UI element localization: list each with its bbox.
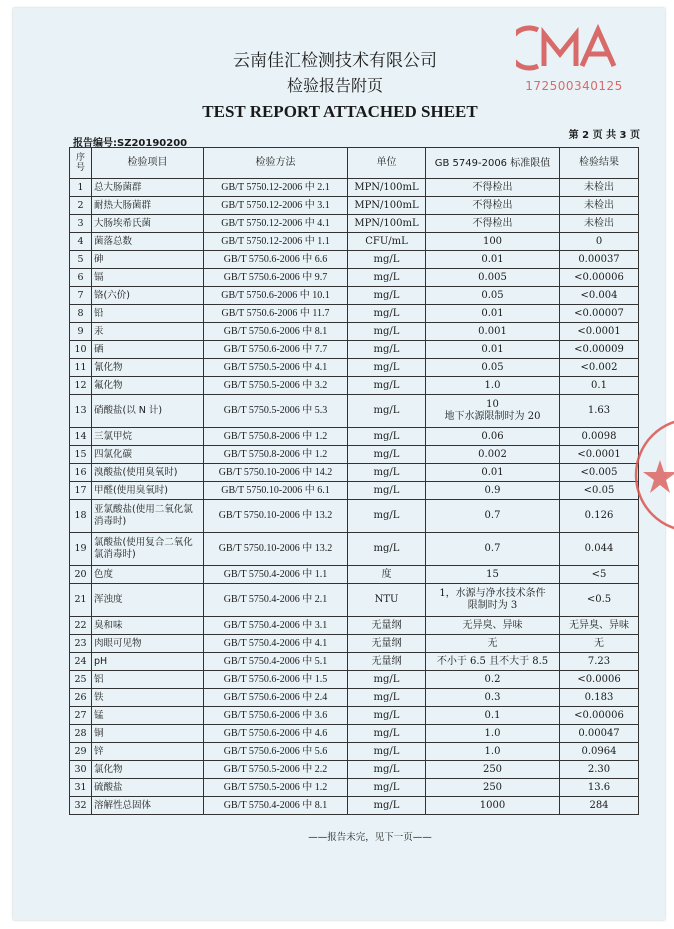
row-result: <5 [560,566,639,584]
table-row [70,635,639,653]
row-index: 5 [70,251,92,269]
row-item: 大肠埃希氏菌 [92,215,204,233]
row-result: 2.30 [560,761,639,779]
row-unit: mg/L [348,305,426,323]
row-result: <0.0001 [560,323,639,341]
results-table [69,147,639,815]
row-method: GB/T 5750.4-2006 中 5.1 [204,653,348,671]
footer-note: ——报告未完，见下一页—— [308,832,432,843]
row-unit: 无量纲 [348,653,426,671]
row-limit: 0.1 [426,707,560,725]
row-result: 0.1 [560,377,639,395]
row-item: 肉眼可见物 [92,635,204,653]
table-row [70,287,639,305]
row-index: 7 [70,287,92,305]
row-method: GB/T 5750.8-2006 中 1.2 [204,446,348,464]
row-index: 12 [70,377,92,395]
row-result: 0.0964 [560,743,639,761]
row-result: <0.0006 [560,671,639,689]
row-limit: 无异臭、异味 [426,617,560,635]
row-unit: mg/L [348,323,426,341]
table-row [70,797,639,815]
row-limit: 无 [426,635,560,653]
row-item: 溴酸盐(使用臭氧时) [92,464,204,482]
table-row [70,671,639,689]
row-unit: 无量纲 [348,617,426,635]
row-result: <0.002 [560,359,639,377]
row-method: GB/T 5750.6-2006 中 2.4 [204,689,348,707]
row-item: 浑浊度 [92,584,204,617]
row-method: GB/T 5750.12-2006 中 2.1 [204,179,348,197]
row-index: 23 [70,635,92,653]
row-method: GB/T 5750.4-2006 中 3.1 [204,617,348,635]
header-idx: 序号 [70,148,92,179]
row-index: 29 [70,743,92,761]
row-result: <0.00006 [560,707,639,725]
row-method: GB/T 5750.8-2006 中 1.2 [204,428,348,446]
row-index: 4 [70,233,92,251]
row-unit: mg/L [348,446,426,464]
row-index: 14 [70,428,92,446]
row-limit: 不得检出 [426,197,560,215]
row-method: GB/T 5750.6-2006 中 11.7 [204,305,348,323]
row-item: 亚氯酸盐(使用二氧化氯消毒时) [92,500,204,533]
row-index: 3 [70,215,92,233]
row-limit-line1: 10 [486,399,499,410]
row-limit: 不得检出 [426,215,560,233]
row-index: 28 [70,725,92,743]
row-limit: 0.05 [426,287,560,305]
row-unit: mg/L [348,689,426,707]
table-body [70,179,639,815]
row-result: 0.044 [560,533,639,566]
row-limit: 0.2 [426,671,560,689]
row-method: GB/T 5750.10-2006 中 13.2 [204,500,348,533]
row-limit: 250 [426,761,560,779]
row-index: 25 [70,671,92,689]
row-item: 铜 [92,725,204,743]
row-result: 7.23 [560,653,639,671]
row-limit-line2: 限制时为 3 [467,600,518,611]
row-result: 未检出 [560,215,639,233]
header-item: 检验项目 [92,148,204,179]
english-title: TEST REPORT ATTACHED SHEET [202,102,478,121]
row-item: 硒 [92,341,204,359]
row-limit: 0.01 [426,251,560,269]
row-method: GB/T 5750.5-2006 中 2.2 [204,761,348,779]
row-method: GB/T 5750.10-2006 中 6.1 [204,482,348,500]
row-limit: 0.3 [426,689,560,707]
row-result: 0.00037 [560,251,639,269]
row-item: 四氯化碳 [92,446,204,464]
row-unit: mg/L [348,428,426,446]
table-row [70,482,639,500]
row-method: GB/T 5750.12-2006 中 3.1 [204,197,348,215]
row-index: 15 [70,446,92,464]
row-unit: 度 [348,566,426,584]
row-method: GB/T 5750.5-2006 中 1.2 [204,779,348,797]
row-unit: MPN/100mL [348,179,426,197]
row-result: 13.6 [560,779,639,797]
table-row [70,323,639,341]
row-unit: mg/L [348,269,426,287]
row-unit: mg/L [348,395,426,428]
table-row [70,779,639,797]
row-result: 未检出 [560,197,639,215]
table-row [70,653,639,671]
table-row [70,179,639,197]
table-row [70,377,639,395]
table-row [70,395,639,428]
row-unit: mg/L [348,707,426,725]
row-result: <0.0001 [560,446,639,464]
row-method: GB/T 5750.6-2006 中 5.6 [204,743,348,761]
row-method: GB/T 5750.6-2006 中 8.1 [204,323,348,341]
row-result: <0.004 [560,287,639,305]
row-limit: 不得检出 [426,179,560,197]
cma-logo [516,24,626,72]
row-limit: 1.0 [426,377,560,395]
row-index: 10 [70,341,92,359]
row-unit: mg/L [348,287,426,305]
row-limit: 0.001 [426,323,560,341]
row-method: GB/T 5750.12-2006 中 4.1 [204,215,348,233]
row-item: 硝酸盐(以 N 计) [92,395,204,428]
row-limit: 0.01 [426,464,560,482]
row-method: GB/T 5750.10-2006 中 14.2 [204,464,348,482]
row-limit: 0.9 [426,482,560,500]
row-index: 6 [70,269,92,287]
table-row [70,197,639,215]
row-method: GB/T 5750.6-2006 中 6.6 [204,251,348,269]
row-limit: 250 [426,779,560,797]
page-indicator: 第 2 页 共 3 页 [568,130,640,141]
row-index: 18 [70,500,92,533]
row-result: 1.63 [560,395,639,428]
row-method: GB/T 5750.5-2006 中 5.3 [204,395,348,428]
table-row [70,533,639,566]
row-item: 氟化物 [92,377,204,395]
row-item: 耐热大肠菌群 [92,197,204,215]
table-row [70,761,639,779]
row-unit: CFU/mL [348,233,426,251]
row-limit: 0.005 [426,269,560,287]
row-index: 16 [70,464,92,482]
row-limit: 100 [426,233,560,251]
row-index: 26 [70,689,92,707]
table-header-row [70,148,639,179]
table-row [70,743,639,761]
row-unit: mg/L [348,377,426,395]
header-limit: GB 5749-2006 标准限值 [426,148,560,179]
row-limit: 不小于 6.5 且不大于 8.5 [426,653,560,671]
table-row [70,215,639,233]
row-limit-line1: 1，水源与净水技术条件 [439,588,546,599]
row-unit: mg/L [348,671,426,689]
header-result: 检验结果 [560,148,639,179]
row-limit-line2: 地下水源限制时为 20 [444,411,541,422]
row-unit: mg/L [348,743,426,761]
row-index: 32 [70,797,92,815]
row-result: <0.00006 [560,269,639,287]
row-item: pH [92,653,204,671]
row-limit: 0.7 [426,533,560,566]
row-item: 三氯甲烷 [92,428,204,446]
row-item: 砷 [92,251,204,269]
row-limit [426,395,560,428]
row-item: 锌 [92,743,204,761]
row-index: 2 [70,197,92,215]
table-row [70,584,639,617]
row-index: 27 [70,707,92,725]
header-unit: 单位 [348,148,426,179]
row-method: GB/T 5750.6-2006 中 4.6 [204,725,348,743]
row-item: 氯化物 [92,761,204,779]
page-subtitle: 检验报告附页 [286,76,383,95]
row-item: 铁 [92,689,204,707]
row-item: 铅 [92,305,204,323]
table-row [70,305,639,323]
row-method: GB/T 5750.12-2006 中 1.1 [204,233,348,251]
table-row [70,233,639,251]
row-unit: NTU [348,584,426,617]
row-unit: mg/L [348,500,426,533]
row-item: 氯酸盐(使用复合二氧化氯消毒时) [92,533,204,566]
row-result: 0 [560,233,639,251]
row-item: 色度 [92,566,204,584]
row-method: GB/T 5750.5-2006 中 3.2 [204,377,348,395]
row-unit: mg/L [348,341,426,359]
row-index: 17 [70,482,92,500]
table-row [70,359,639,377]
row-unit: mg/L [348,761,426,779]
row-index: 21 [70,584,92,617]
red-seal-stamp [630,405,674,545]
report-number-value: SZ20190200 [117,138,188,149]
row-index: 8 [70,305,92,323]
row-item: 臭和味 [92,617,204,635]
row-result: 284 [560,797,639,815]
row-index: 31 [70,779,92,797]
table-row [70,464,639,482]
row-unit: mg/L [348,464,426,482]
row-limit: 0.7 [426,500,560,533]
row-item: 溶解性总固体 [92,797,204,815]
table-row [70,500,639,533]
company-name: 云南佳汇检测技术有限公司 [233,51,437,71]
row-limit: 1.0 [426,743,560,761]
row-method: GB/T 5750.4-2006 中 8.1 [204,797,348,815]
row-item: 锰 [92,707,204,725]
row-result: <0.00007 [560,305,639,323]
row-limit: 0.06 [426,428,560,446]
row-item: 铝 [92,671,204,689]
row-limit: 0.01 [426,305,560,323]
row-result: <0.05 [560,482,639,500]
row-method: GB/T 5750.5-2006 中 4.1 [204,359,348,377]
row-unit: mg/L [348,482,426,500]
cert-number: 172500340125 [525,79,623,93]
table-row [70,446,639,464]
table-row [70,251,639,269]
row-index: 30 [70,761,92,779]
row-index: 13 [70,395,92,428]
table-row [70,707,639,725]
table-row [70,689,639,707]
row-index: 9 [70,323,92,341]
row-result: <0.00009 [560,341,639,359]
row-index: 1 [70,179,92,197]
row-unit: mg/L [348,359,426,377]
row-result: 0.0098 [560,428,639,446]
row-limit: 0.05 [426,359,560,377]
row-result: 无 [560,635,639,653]
row-result: <0.5 [560,584,639,617]
row-result: 0.183 [560,689,639,707]
row-unit: MPN/100mL [348,215,426,233]
row-limit: 15 [426,566,560,584]
row-result: 0.00047 [560,725,639,743]
row-index: 24 [70,653,92,671]
row-method: GB/T 5750.10-2006 中 13.2 [204,533,348,566]
row-result: 未检出 [560,179,639,197]
row-method: GB/T 5750.4-2006 中 1.1 [204,566,348,584]
row-limit: 0.002 [426,446,560,464]
header-method: 检验方法 [204,148,348,179]
row-unit: mg/L [348,797,426,815]
row-method: GB/T 5750.6-2006 中 1.5 [204,671,348,689]
row-unit: mg/L [348,725,426,743]
row-item: 菌落总数 [92,233,204,251]
row-unit: 无量纲 [348,635,426,653]
row-item: 氰化物 [92,359,204,377]
row-index: 20 [70,566,92,584]
row-unit: mg/L [348,533,426,566]
row-index: 22 [70,617,92,635]
row-method: GB/T 5750.6-2006 中 3.6 [204,707,348,725]
row-limit [426,584,560,617]
table-row [70,428,639,446]
row-result: <0.005 [560,464,639,482]
report-number-label: 报告编号: [73,138,117,149]
row-item: 总大肠菌群 [92,179,204,197]
row-item: 甲醛(使用臭氧时) [92,482,204,500]
row-unit: mg/L [348,779,426,797]
table-row [70,617,639,635]
row-unit: mg/L [348,251,426,269]
row-limit: 1000 [426,797,560,815]
table-row [70,566,639,584]
row-result: 无异臭、异味 [560,617,639,635]
row-limit: 0.01 [426,341,560,359]
row-item: 汞 [92,323,204,341]
row-limit: 1.0 [426,725,560,743]
row-method: GB/T 5750.4-2006 中 4.1 [204,635,348,653]
row-index: 11 [70,359,92,377]
row-item: 铬(六价) [92,287,204,305]
row-item: 硫酸盐 [92,779,204,797]
row-index: 19 [70,533,92,566]
row-method: GB/T 5750.4-2006 中 2.1 [204,584,348,617]
row-unit: MPN/100mL [348,197,426,215]
row-method: GB/T 5750.6-2006 中 9.7 [204,269,348,287]
table-row [70,341,639,359]
row-item: 镉 [92,269,204,287]
table-row [70,725,639,743]
table-row [70,269,639,287]
row-result: 0.126 [560,500,639,533]
row-method: GB/T 5750.6-2006 中 10.1 [204,287,348,305]
row-method: GB/T 5750.6-2006 中 7.7 [204,341,348,359]
